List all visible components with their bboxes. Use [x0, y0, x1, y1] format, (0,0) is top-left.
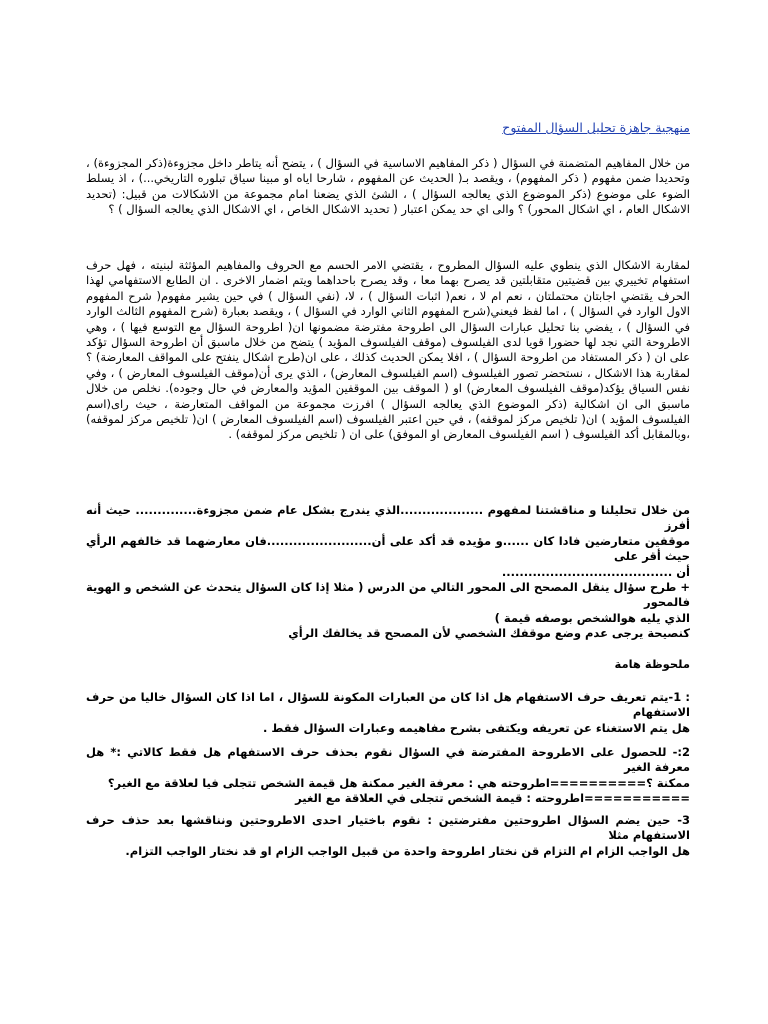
note-item-1 — [86, 690, 690, 736]
note-line: هل الواجب الزام ام التزام قن نختار اطروحة واحدة من قبيل الواجب الزام او قد نختار الواجب التزام. — [125, 843, 690, 858]
note-item-3 — [86, 813, 690, 859]
note-line: : 1-يتم تعريف حرف الاستفهام هل اذا كان من العبارات المكونة للسؤال ، اما اذا كان السؤال خاليا من حرف الاستفهام — [86, 690, 691, 720]
note-line: 3- حين يضم السؤال اطروحتين مفترضتين : نقوم باختيار احدى الاطروحتين ونناقشها بعد حذف حرف الاستفهام مثلا — [86, 813, 690, 843]
conclusion-line: موقفين متعارضين فادا كان ......و مؤيده قد أكد على أن........................فان معارضهما قد خالفهم الرأي حيث أقر على — [86, 533, 690, 564]
analysis-paragraph: لمقاربة الاشكال الذي ينطوي عليه السؤال المطروح ، يقتضي الامر الحسم مع الحروف والمفاهيم المؤثثة لبنيته ، فهل حرف استفهام تخييري بين قضيتين متقابلتين قد يصرح بهما معا ، وقد يصرح باحداهما ويتم اضمار الاخرى . ان الطابع الاستفهامي لهذا الحرف يقتضي اجابتان محتملتان ، نعم ام لا ، نعم( اثبات السؤال ) ، لا، (نفي السؤال ) في حين يشير مفهوم( شرح المفهوم الاول الوارد في السؤال ) ، اما لفظ فيعني(شرح المفهوم الثاني الوارد في السؤال ) ، ويقصد بعبارة (شرح المفهوم الثالث الوارد في السؤال ) ، يفضي بنا تحليل عبارات السؤال الى اطروحة مفترضة مضمونها ان( اطروحة السؤال مع التوسع فيها ) ، وهي الاطروحة التي نجد لها حضورا قويا لدى الفيلسوف (موقف الفيلسوف المؤيد ) يتضح من خلال ماسبق أن اطروحة السؤال تؤكد على ان ( ذكر المستفاد من اطروحة السؤال ) ، افلا يمكن الحديث كذلك ، على ان(طرح اشكال ينفتح على المواقف المعارضة) ؟ لمقاربة هذا الاشكال ، نستحضر تصور الفيلسوف (اسم الفيلسوف المعارض) ، الذي يرى أن(موقف الفيلسوف المعارض ) ، وفي نفس السياق يؤكد(موقف الفيلسوف المعارض) او ( الموقف بين الموقفين المؤيد والمعارض في حال وجوده). نخلص من خلال ماسبق الى ان اشكالية (ذكر الموضوع الذي يعالجه السؤال ) افرزت مجموعة من المواقف المتعارضة ، حيث راى(اسم الفيلسوف المؤيد ) ان( تلخيص مركز لموقفه) ، في حين اعتبر الفيلسوف (اسم الفيلسوف المعارض ) ان( تلخيص مركز لموقفه) ،وبالمقابل أكد الفيلسوف ( اسم الفيلسوف المعارض او الموفق) على ان ( تلخيص مركز لموقفه) . — [86, 258, 690, 442]
conclusion-line: الذي يليه هوالشخص بوصفه قيمة ) — [494, 610, 690, 625]
note-line: 2:- للحصول على الاطروحة المفترضة في السؤال نقوم بحذف حرف الاستفهام هل فقط كالاتي :* هل معرفة الغير — [86, 745, 690, 775]
intro-paragraph: من خلال المفاهيم المتضمنة في السؤال ( ذكر المفاهيم الاساسية في السؤال ) ، يتضح أنه يتاطر داخل مجزوءة(ذكر المجزوءة) ، وتحديدا ضمن مفهوم ( ذكر المفهوم) ، ويقصد بـ( الحديث عن المفهوم ، شارحا اياه او مبينا سياق تبلوره التاريخي...) ، اذ يسلط الضوء على موضوع (ذكر الموضوع الذي يعالجه السؤال ) ، الشئ الذي يضعنا امام مجموعة من الاشكالات من قبيل: (تحديد الاشكال العام ، اي اشكال المحور) ؟ والى اي حد يمكن اعتبار ( تحديد الاشكال الخاص ، اي الاشكال الذي يعالجه السؤال ) ؟ — [86, 156, 690, 217]
note-item-2 — [86, 745, 690, 807]
note-heading: ملحوظة هامة — [614, 657, 690, 671]
note-line: هل يتم الاستغناء عن تعريفه ويكتفى بشرح مفاهيمه وعبارات السؤال فقط . — [263, 720, 690, 735]
conclusion-line: من خلال تحليلنا و مناقشتنا لمفهوم ...................الذي يندرج بشكل عام ضمن مجزوءة.............. حيث أنه أفرز — [86, 503, 690, 533]
note-line: ===========اطروحته : قيمة الشخص تتجلى في العلاقة مع الغير — [295, 791, 690, 806]
note-line: ممكنة ؟==========اطروحته هي : معرفة الغير ممكنة هل قيمة الشخص تتجلى فيا لعلاقة مع الغير؟ — [107, 775, 690, 790]
conclusion-line: كنصيحة يرجى عدم وضع موقفك الشخصي لأن المصحح قد يخالفك الرأي — [288, 626, 690, 641]
conclusion-paragraph — [86, 503, 690, 642]
document-title: منهجية جاهزة تحليل السؤال المفتوح — [502, 120, 690, 135]
conclusion-line: + طرح سؤال ينقل المصحح الى المحور التالي من الدرس ( مثلا إذا كان السؤال يتحدث عن الشخص و الهوية فالمحور — [86, 580, 690, 610]
conclusion-line: أن ....................................... — [501, 564, 690, 579]
